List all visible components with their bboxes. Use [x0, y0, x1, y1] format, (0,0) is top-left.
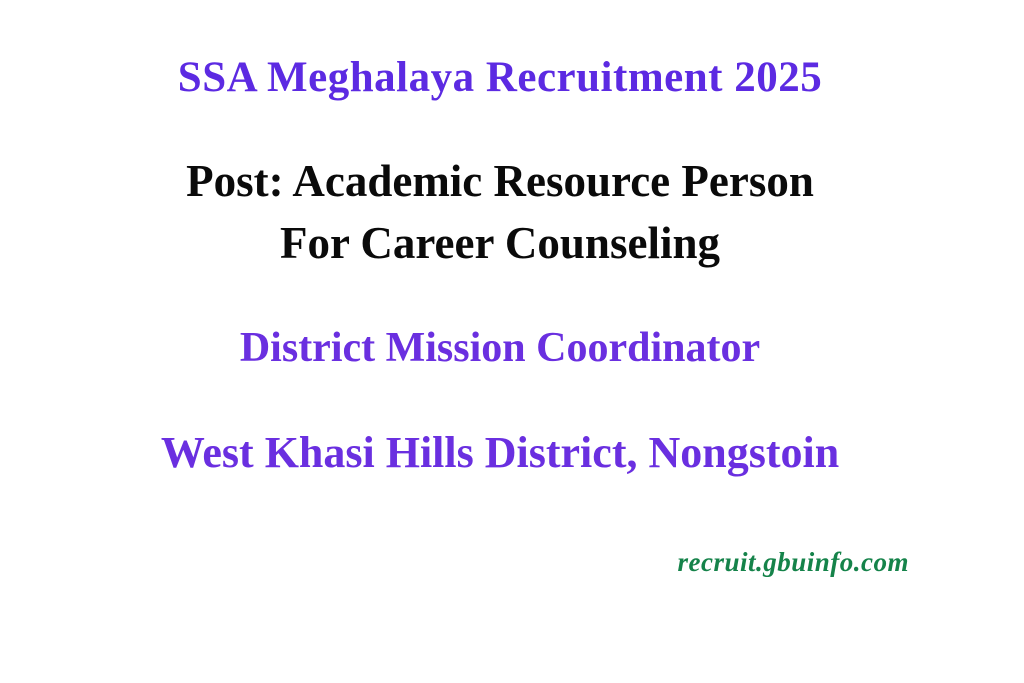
- post-name-line2: For Career Counseling: [280, 218, 720, 268]
- page-title: SSA Meghalaya Recruitment 2025: [177, 54, 823, 101]
- designation-text: District Mission Coordinator: [239, 325, 761, 371]
- post-name-line1: Post: Academic Resource Person: [186, 156, 814, 206]
- watermark-text: recruit.gbuinfo.com: [677, 547, 909, 577]
- location-text: West Khasi Hills District, Nongstoin: [160, 428, 840, 477]
